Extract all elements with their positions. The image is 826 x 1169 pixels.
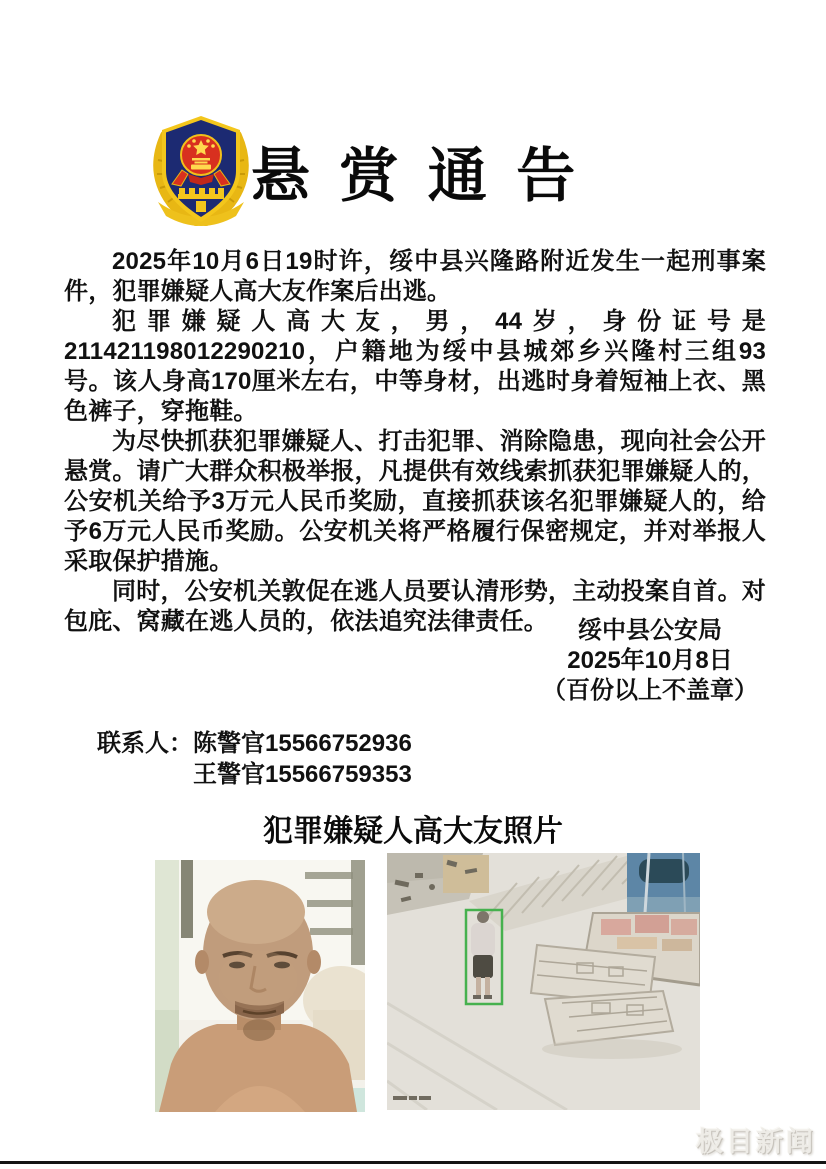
suspect-cctv-photo <box>387 853 700 1110</box>
suspect-portrait-photo <box>155 860 365 1112</box>
notice-paragraph-2: 犯罪嫌疑人高大友，男，44岁，身份证号是211421198012290210，户籍地为绥中县城郊乡兴隆村三组93号。该人身高170厘米左右，中等身材，出逃时身着短袖上衣、黑色裤子，穿拖鞋。 <box>64 308 766 425</box>
notice-title: 悬赏通告 <box>250 141 605 210</box>
contact-line-2 <box>193 759 412 790</box>
signature-block <box>510 616 790 706</box>
signature-note: （百份以上不盖章） <box>542 677 758 704</box>
contact-officer-1: 陈警官15566752936 <box>193 730 412 757</box>
contact-officer-2: 王警官15566759353 <box>193 761 412 788</box>
bottom-border <box>0 1161 826 1164</box>
news-watermark: 极目新闻 <box>696 1127 816 1157</box>
contacts-block <box>97 728 412 790</box>
notice-body <box>64 247 766 637</box>
contact-line-1 <box>97 728 412 759</box>
photos-caption: 犯罪嫌疑人高大友照片 <box>263 815 563 848</box>
signature-date: 2025年10月8日 <box>567 647 733 674</box>
suspect-photos <box>155 853 700 1112</box>
signature-org: 绥中县公安局 <box>578 617 722 644</box>
notice-paragraph-3: 为尽快抓获犯罪嫌疑人、打击犯罪、消除隐患，现向社会公开悬赏。请广大群众积极举报，凡提供有效线索抓获犯罪嫌疑人的，公安机关给予3万元人民币奖励，直接抓获该名犯罪嫌疑人的，给予6万元人民币奖励。公安机关将严格履行保密规定，并对举报人采取保护措施。 <box>64 428 766 575</box>
notice-paragraph-1: 2025年10月6日19时许，绥中县兴隆路附近发生一起刑事案件，犯罪嫌疑人高大友作案后出逃。 <box>64 248 766 305</box>
contacts-label: 联系人： <box>97 730 193 757</box>
notice-paragraph-4: 同时，公安机关敦促在逃人员要认清形势，主动投案自首。对包庇、窝藏在逃人员的，依法追究法律责任。 <box>64 578 766 635</box>
